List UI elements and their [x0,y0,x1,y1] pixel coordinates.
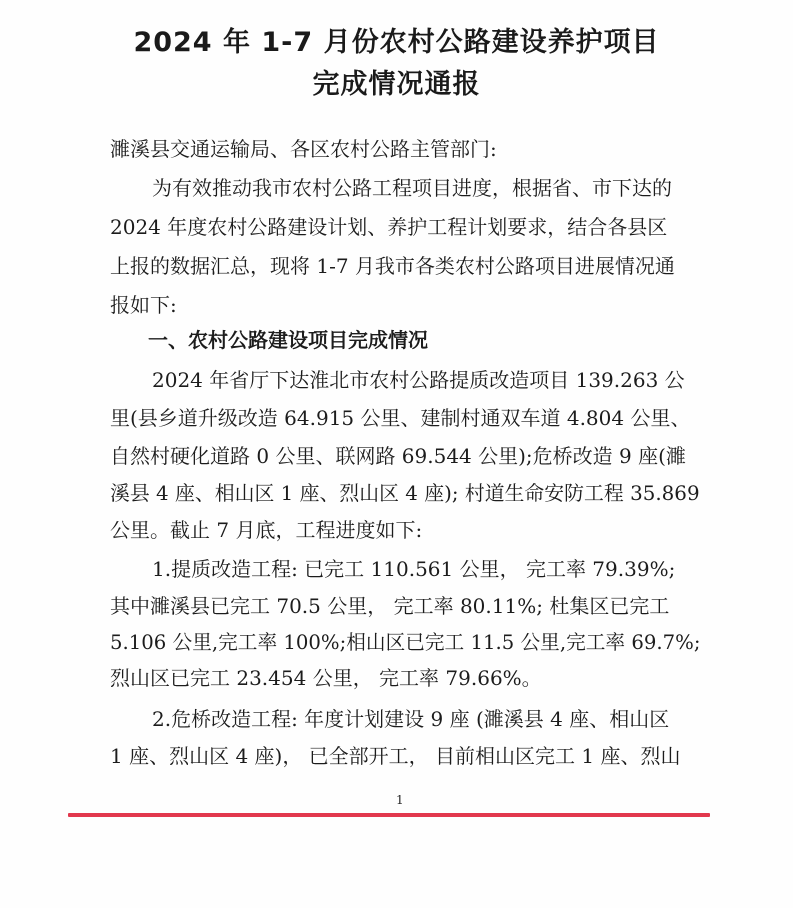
body-line: 自然村硬化道路 0 公里、联网路 69.544 公里);危桥改造 9 座(濉 [110,444,686,468]
body-line: 5.106 公里,完工率 100%;相山区已完工 11.5 公里,完工率 69.7%; [110,630,701,654]
body-line: 报如下: [110,293,177,317]
section-heading: 一、农村公路建设项目完成情况 [148,328,428,352]
body-line: 溪县 4 座、相山区 1 座、烈山区 4 座); 村道生命安防工程 35.869 [110,481,700,505]
document-title-line-1: 2024 年 1-7 月份农村公路建设养护项目 [133,27,660,58]
body-line: 2024 年度农村公路建设计划、养护工程计划要求，结合各县区 [110,215,668,239]
body-line: 里(县乡道升级改造 64.915 公里、建制村通双车道 4.804 公里、 [110,406,691,430]
footer-red-rule [68,813,710,817]
page-number: 1 [396,793,404,807]
body-line: 其中濉溪县已完工 70.5 公里， 完工率 80.11%; 杜集区已完工 [110,594,670,618]
body-line: 烈山区已完工 23.454 公里， 完工率 79.66%。 [110,666,542,690]
salutation: 濉溪县交通运输局、各区农村公路主管部门: [110,137,497,161]
body-line: 为有效推动我市农村公路工程项目进度，根据省、市下达的 [152,176,672,200]
body-line: 2.危桥改造工程: 年度计划建设 9 座 (濉溪县 4 座、相山区 [152,707,670,731]
body-line: 1.提质改造工程: 已完工 110.561 公里， 完工率 79.39%; [152,557,676,581]
body-line: 2024 年省厅下达淮北市农村公路提质改造项目 139.263 公 [152,368,685,392]
document-title-line-2: 完成情况通报 [312,69,481,100]
body-line: 公里。截止 7 月底，工程进度如下: [110,518,423,542]
body-line: 上报的数据汇总，现将 1-7 月我市各类农村公路项目进展情况通 [110,254,675,278]
body-line: 1 座、烈山区 4 座)， 已全部开工， 目前相山区完工 1 座、烈山 [110,744,681,768]
